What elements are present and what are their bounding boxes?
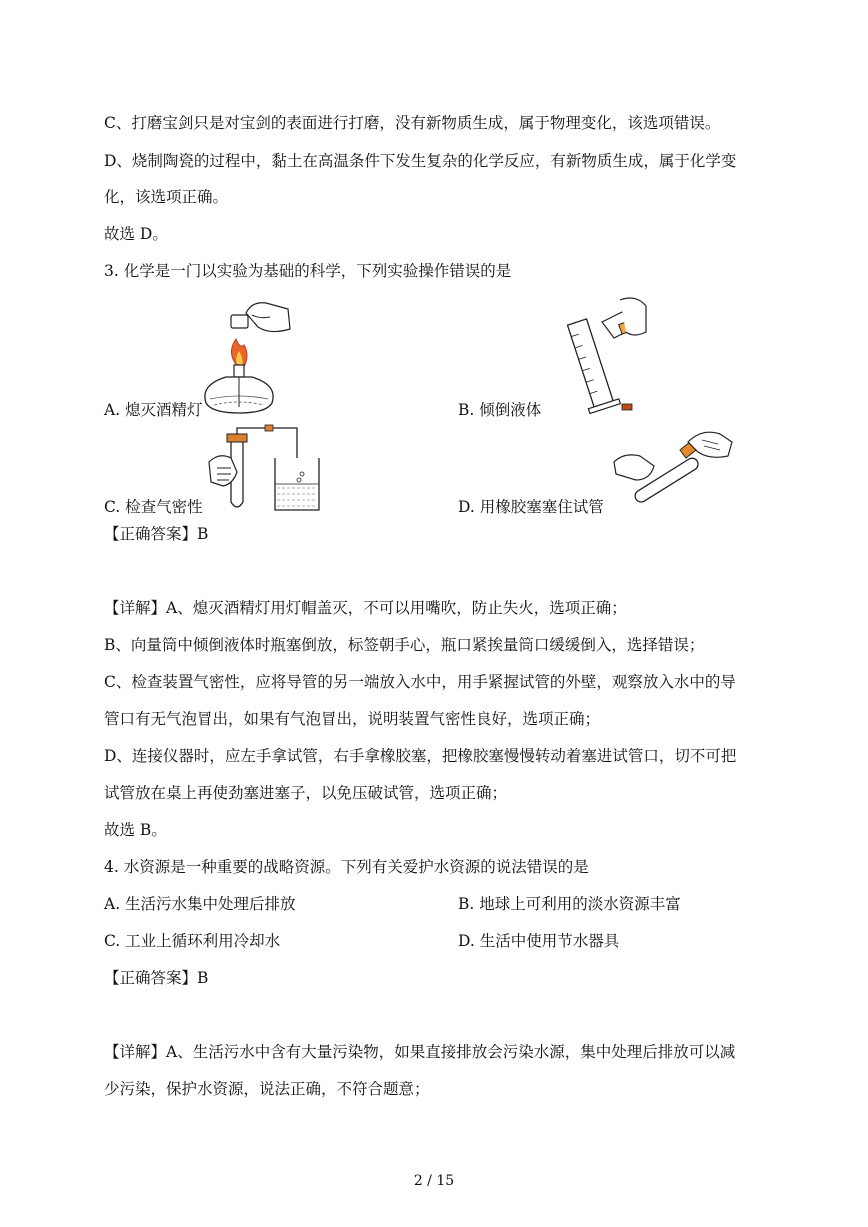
alcohol-lamp-figure xyxy=(200,295,295,420)
option-d-label: D. 用橡胶塞塞住试管 xyxy=(458,498,604,516)
answer-d-text-1: D、烧制陶瓷的过程中，黏土在高温条件下发生复杂的化学反应，有新物质生成，属于化学变 xyxy=(104,152,737,170)
q4-option-b: B. 地球上可利用的淡水资源丰富 xyxy=(458,895,681,913)
question-3-explain-4: 管口有无气泡冒出，如果有气泡冒出，说明装置气密性良好，选项正确； xyxy=(104,710,601,728)
question-4-explain-2: 少污染，保护水资源，说法正确，不符合题意； xyxy=(104,1080,430,1098)
option-a-label: A. 熄灭酒精灯 xyxy=(104,401,203,419)
conclusion-text: 故选 D。 xyxy=(104,225,168,243)
option-c-label: C. 检查气密性 xyxy=(104,498,203,516)
question-4-stem: 4. 水资源是一种重要的战略资源。下列有关爱护水资源的说法错误的是 xyxy=(104,858,589,876)
page-number: 2 / 15 xyxy=(413,1173,455,1189)
answer-d-text-2: 化，该选项正确。 xyxy=(104,188,229,206)
question-3-answer: 【正确答案】B xyxy=(104,525,209,543)
q4-option-c: C. 工业上循环利用冷却水 xyxy=(104,932,281,950)
question-3-explain-5: D、连接仪器时，应左手拿试管，右手拿橡胶塞，把橡胶塞慢慢转动着塞进试管口，切不可把 xyxy=(104,747,737,765)
q4-option-a: A. 生活污水集中处理后排放 xyxy=(104,895,296,913)
question-3-explain-3: C、检查装置气密性，应将导管的另一端放入水中，用手紧握试管的外壁，观察放入水中的导 xyxy=(104,673,736,691)
answer-c-text: C、打磨宝剑只是对宝剑的表面进行打磨，没有新物质生成，属于物理变化，该选项错误。 xyxy=(104,114,721,132)
q4-option-d: D. 生活中使用节水器具 xyxy=(458,932,620,950)
option-b-label: B. 倾倒液体 xyxy=(458,401,542,419)
question-3-explain-1: 【详解】A、熄灭酒精灯用灯帽盖灭，不可以用嘴吹，防止失火，选项正确； xyxy=(104,599,627,617)
airtightness-figure xyxy=(203,422,323,517)
rubber-stopper-figure xyxy=(610,428,735,518)
question-3-stem: 3. 化学是一门以实验为基础的科学，下列实验操作错误的是 xyxy=(104,262,512,280)
question-3-explain-6: 试管放在桌上再使劲塞进塞子，以免压破试管，选项正确； xyxy=(104,784,508,802)
pouring-liquid-figure xyxy=(560,292,650,417)
question-4-answer: 【正确答案】B xyxy=(104,969,209,987)
question-3-conclusion: 故选 B。 xyxy=(104,821,167,839)
question-3-explain-2: B、向量筒中倾倒液体时瓶塞倒放，标签朝手心，瓶口紧挨量筒口缓缓倒入，选择错误； xyxy=(104,636,705,654)
question-4-explain-1: 【详解】A、生活污水中含有大量污染物，如果直接排放会污染水源，集中处理后排放可以减 xyxy=(104,1043,736,1061)
